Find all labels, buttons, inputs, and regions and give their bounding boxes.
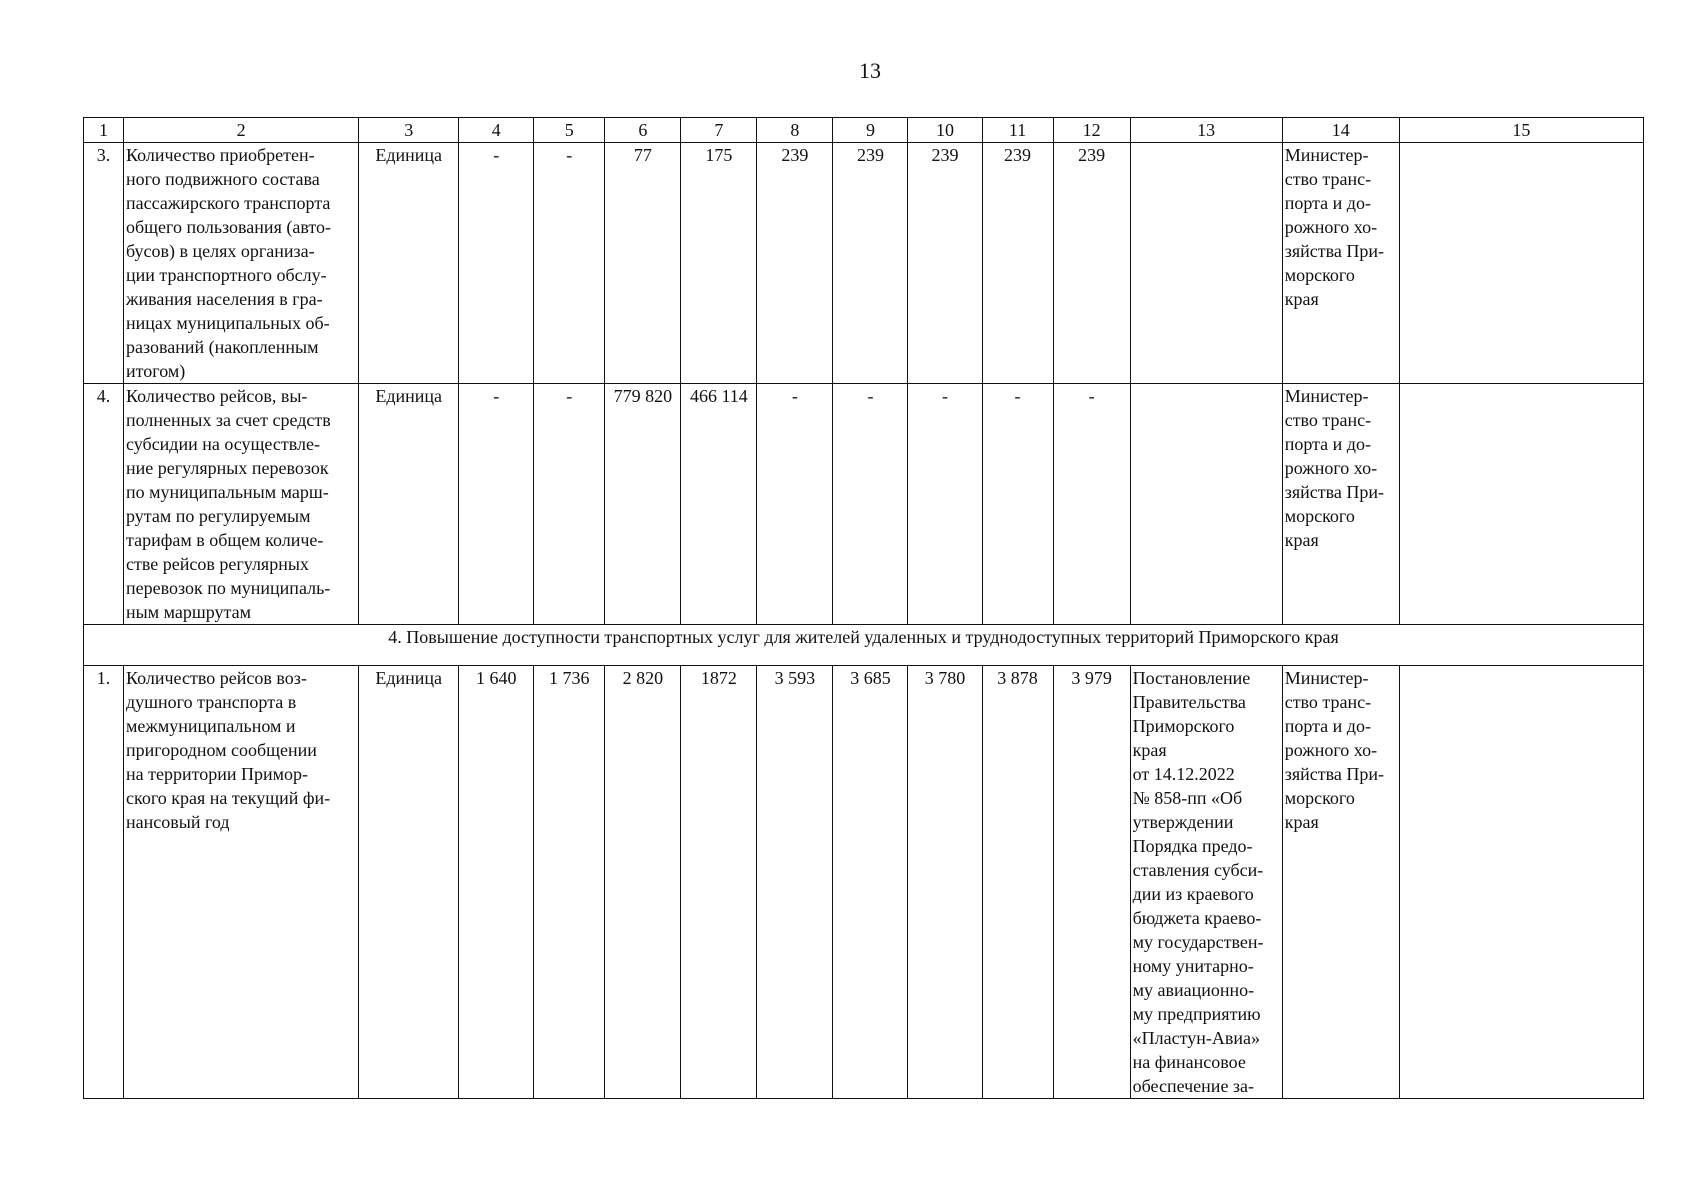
value-cell: - [908, 384, 982, 625]
value-cell: - [459, 143, 534, 384]
column-header: 13 [1130, 118, 1282, 143]
column-header: 7 [681, 118, 757, 143]
value-cell: 239 [757, 143, 833, 384]
value-cell: 3 780 [908, 666, 982, 1099]
value-cell: 239 [1053, 143, 1130, 384]
column-header: 12 [1053, 118, 1130, 143]
value-cell: 466 114 [681, 384, 757, 625]
column-header: 15 [1399, 118, 1643, 143]
value-cell: 3 593 [757, 666, 833, 1099]
indicator-name: Количество рейсов воз- душного транспорта в межмуниципальном и пригородном сообщении на территории Примор- ского края на текущий фи- нансовый год [124, 666, 359, 1099]
column-header: 3 [359, 118, 459, 143]
column-header: 5 [534, 118, 605, 143]
note-cell [1399, 666, 1643, 1099]
note-cell [1399, 143, 1643, 384]
value-cell: 1 640 [459, 666, 534, 1099]
value-cell: 77 [605, 143, 681, 384]
value-cell: 239 [833, 143, 908, 384]
indicator-name: Количество приобретен- ного подвижного состава пассажирского транспорта общего пользования (авто- бусов) в целях организа- ции транспортного обслу- живания населения в гра- ницах муниципальных об- разований (накопленным итогом) [124, 143, 359, 384]
value-cell: 3 878 [982, 666, 1053, 1099]
legal-basis-cell: Постановление Правительства Приморского края от 14.12.2022 № 858-пп «Об утверждении Порядка предо- ставления субси- дии из краевого бюджета краево- му государствен- ному унитарно- му авиационно- му предприятию «Пластун-Авиа» на финансовое обеспечение за- [1130, 666, 1282, 1099]
column-header: 10 [908, 118, 982, 143]
value-cell: 1872 [681, 666, 757, 1099]
value-cell: 1 736 [534, 666, 605, 1099]
column-header: 1 [84, 118, 124, 143]
value-cell: - [1053, 384, 1130, 625]
value-cell: 779 820 [605, 384, 681, 625]
table-row [84, 143, 1644, 384]
responsible-cell: Министер- ство транс- порта и до- рожного хо- зяйства При- морского края [1282, 666, 1399, 1099]
column-header: 2 [124, 118, 359, 143]
value-cell: 3 979 [1053, 666, 1130, 1099]
section-title: 4. Повышение доступности транспортных услуг для жителей удаленных и труднодоступных территорий Приморского края [84, 625, 1644, 666]
column-header: 8 [757, 118, 833, 143]
indicators-table [83, 117, 1644, 1099]
row-number: 1. [84, 666, 124, 1099]
table-row [84, 384, 1644, 625]
row-number: 3. [84, 143, 124, 384]
value-cell: - [459, 384, 534, 625]
column-header: 6 [605, 118, 681, 143]
legal-basis-cell [1130, 384, 1282, 625]
column-header: 14 [1282, 118, 1399, 143]
section-header-row [84, 625, 1644, 666]
column-header: 4 [459, 118, 534, 143]
column-number-row [84, 118, 1644, 143]
page-number: 13 [859, 58, 881, 83]
value-cell: 2 820 [605, 666, 681, 1099]
table-row [84, 666, 1644, 1099]
value-cell: 175 [681, 143, 757, 384]
value-cell: - [534, 384, 605, 625]
legal-basis-cell [1130, 143, 1282, 384]
row-number: 4. [84, 384, 124, 625]
note-cell [1399, 384, 1643, 625]
value-cell: 239 [908, 143, 982, 384]
unit-cell: Единица [359, 143, 459, 384]
unit-cell: Единица [359, 666, 459, 1099]
responsible-cell: Министер- ство транс- порта и до- рожного хо- зяйства При- морского края [1282, 384, 1399, 625]
value-cell: 3 685 [833, 666, 908, 1099]
column-header: 9 [833, 118, 908, 143]
value-cell: 239 [982, 143, 1053, 384]
value-cell: - [757, 384, 833, 625]
column-header: 11 [982, 118, 1053, 143]
value-cell: - [833, 384, 908, 625]
value-cell: - [534, 143, 605, 384]
unit-cell: Единица [359, 384, 459, 625]
value-cell: - [982, 384, 1053, 625]
responsible-cell: Министер- ство транс- порта и до- рожного хо- зяйства При- морского края [1282, 143, 1399, 384]
indicator-name: Количество рейсов, вы- полненных за счет средств субсидии на осуществле- ние регулярных перевозок по муниципальным марш- рутам по регулируемым тарифам в общем количе- стве рейсов регулярных перевозок по муниципаль- ным маршрутам [124, 384, 359, 625]
